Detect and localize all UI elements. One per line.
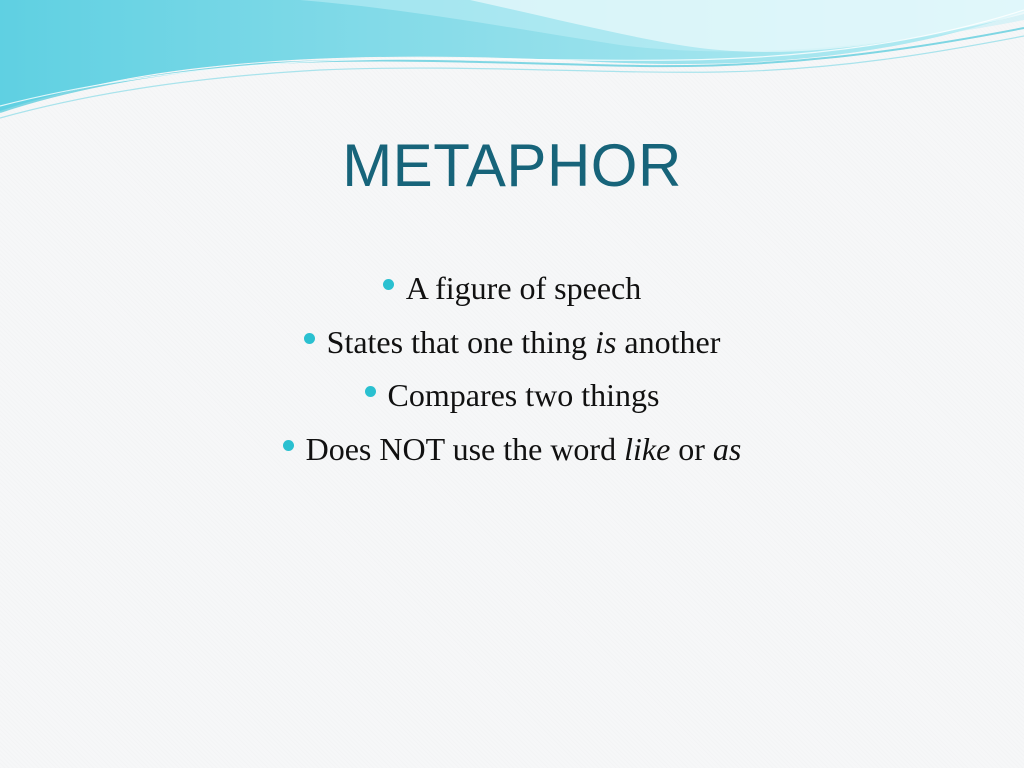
bullet-emphasis: is — [595, 323, 617, 360]
bullet-dot-icon — [383, 279, 394, 290]
bullet-emphasis: like — [624, 430, 671, 467]
bullet-text: A figure of speech — [405, 270, 642, 306]
bullet-text: Compares two things — [387, 377, 660, 413]
bullet-list — [0, 262, 1024, 476]
bullet-item — [0, 316, 1024, 370]
slide-title: METAPHOR — [342, 132, 682, 199]
bullet-emphasis: as — [712, 430, 742, 467]
bullet-text: or — [670, 430, 713, 467]
bullet-item — [0, 369, 1024, 423]
bullet-text: another — [616, 323, 721, 360]
header-wave-decoration-icon — [0, 0, 1024, 130]
bullet-text: Does NOT use the word — [305, 430, 625, 467]
bullet-dot-icon — [365, 386, 376, 397]
bullet-dot-icon — [283, 440, 294, 451]
bullet-item — [0, 423, 1024, 477]
bullet-dot-icon — [304, 333, 315, 344]
bullet-item — [0, 262, 1024, 316]
bullet-text: States that one thing — [326, 323, 596, 360]
